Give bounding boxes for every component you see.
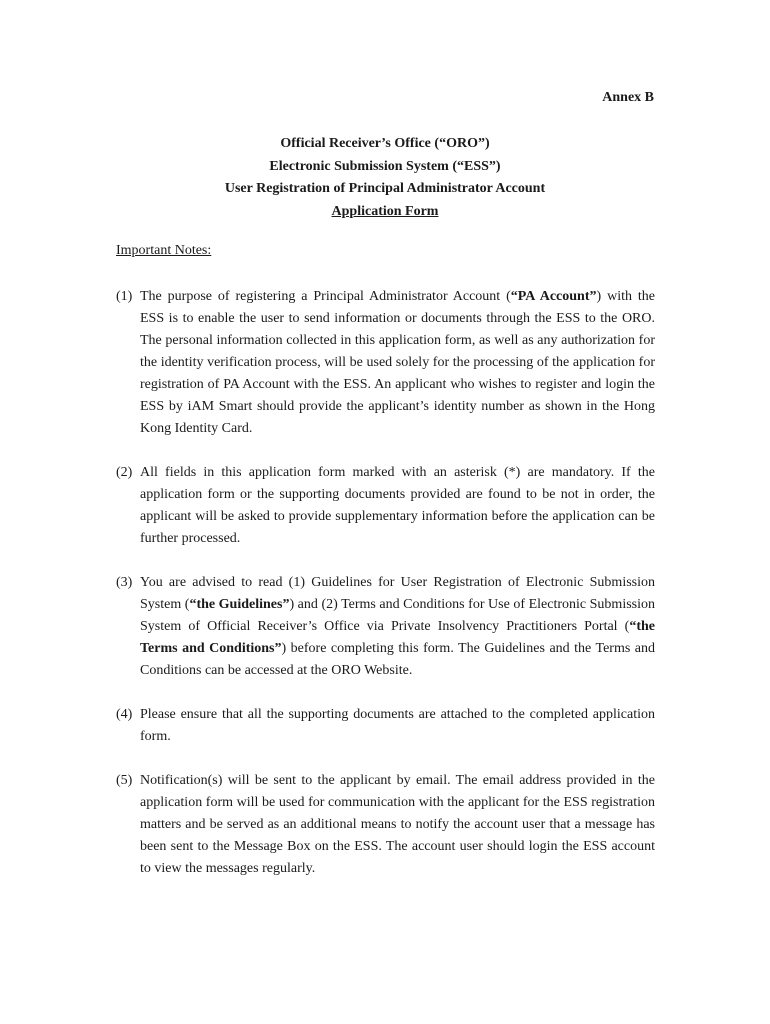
note-number: (4)	[116, 707, 133, 722]
title-line-3: User Registration of Principal Administrator Account	[224, 181, 546, 196]
note-text	[140, 286, 655, 440]
note-bold-term: “PA Account”	[510, 289, 597, 304]
note-item-5	[116, 770, 655, 880]
note-text	[140, 572, 655, 682]
note-text-part: You are advised to read (1) Guidelines for User Registration of Electronic Submission System (	[140, 575, 655, 612]
notes-list	[116, 286, 655, 902]
note-number: (1)	[116, 289, 133, 304]
note-bold-term: “the Terms and Conditions”	[140, 619, 655, 656]
note-text-part: ) and (2) Terms and Conditions for Use of Electronic Submission System of Official Receiver’s Office via Private Insolvency Practitioners Portal (	[140, 597, 656, 634]
note-item-4	[116, 704, 655, 748]
note-text-part: The purpose of registering a Principal Administrator Account (	[140, 289, 511, 304]
notes-heading: Important Notes:	[116, 243, 212, 258]
note-text-part: ) before completing this form. The Guidelines and the Terms and Conditions can be accessed at the ORO Website.	[140, 641, 656, 678]
note-text-part: ) with the ESS is to enable the user to send information or documents through the ESS to the ORO. The personal information collected in this application form, as well as any authorization for the identity verification process, will be used solely for the processing of the application for registration of PA Account with the ESS. An applicant who wishes to register and login the ESS by iAM Smart should provide the applicant’s identity number as shown in the Hong Kong Identity Card.	[140, 289, 655, 436]
note-text-part: Notification(s) will be sent to the applicant by email. The email address provided in the application form will be used for communication with the applicant for the ESS registration matters and be served as an additional means to notify the account user that a message has been sent to the Message Box on the ESS. The account user should login the ESS account to view the messages regularly.	[140, 773, 655, 876]
title-line-1: Official Receiver’s Office (“ORO”)	[280, 136, 490, 151]
title-line-2: Electronic Submission System (“ESS”)	[269, 158, 501, 174]
title-line-4: Application Form	[331, 203, 439, 219]
note-text-part: Please ensure that all the supporting documents are attached to the completed application form.	[140, 707, 655, 744]
note-number: (2)	[116, 465, 133, 480]
note-text	[140, 704, 655, 748]
note-item-3	[116, 572, 655, 682]
note-text-part: All fields in this application form marked with an asterisk (*) are mandatory. If the application form or the supporting documents provided are found to be not in order, the applicant will be asked to provide supplementary information before the application can be further processed.	[140, 465, 655, 546]
note-text	[140, 462, 655, 550]
note-item-1	[116, 286, 655, 440]
note-text	[140, 770, 655, 880]
note-number: (5)	[116, 773, 133, 788]
note-bold-term: “the Guidelines”	[189, 597, 290, 612]
note-item-2	[116, 462, 655, 550]
note-number: (3)	[116, 575, 133, 590]
title-block	[0, 133, 770, 223]
annex-label: Annex B	[602, 90, 654, 105]
